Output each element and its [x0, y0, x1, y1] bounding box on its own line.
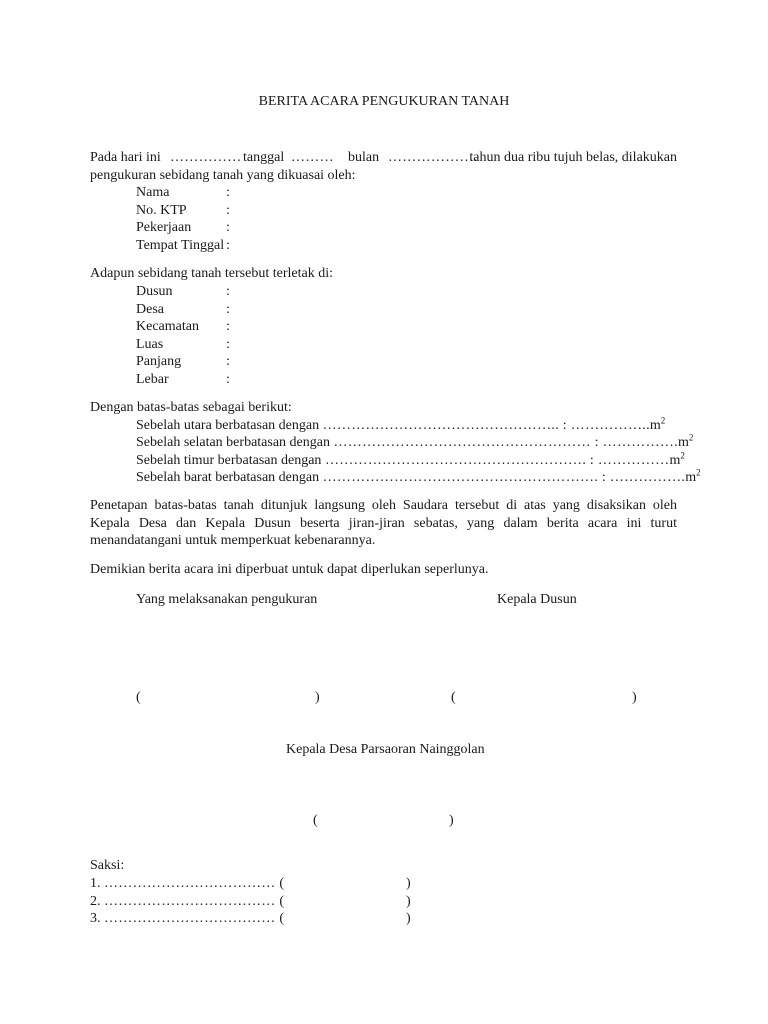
intro-text-e: tahun dua ribu tujuh belas, dilakukan — [469, 150, 677, 165]
border-dots: ………………………………………….. : …………….. — [322, 418, 650, 433]
location-field-kecamatan — [136, 318, 230, 336]
field-colon: : — [226, 354, 230, 369]
border-unit: m — [677, 435, 689, 450]
field-colon: : — [226, 372, 230, 387]
field-label: No. KTP — [136, 203, 187, 218]
location-field-lebar — [136, 371, 230, 389]
owner-field-nama — [136, 184, 230, 202]
intro-text-a: Pada hari ini — [90, 150, 161, 165]
witness-dots: ……………………………… ( — [104, 911, 285, 926]
borders-intro: Dengan batas-batas sebagai berikut: — [90, 400, 292, 415]
border-label: Sebelah timur berbatasan dengan — [136, 453, 322, 468]
border-south — [136, 434, 693, 452]
signature-bracket-close: ) — [449, 813, 454, 828]
witness-number: 3. — [90, 911, 101, 926]
field-label: Kecamatan — [136, 319, 199, 334]
document-title: BERITA ACARA PENGUKURAN TANAH — [258, 94, 510, 109]
intro-dots-date: ……… — [291, 150, 334, 165]
intro-dots-month: ………………. — [388, 150, 478, 165]
signature-title-surveyor: Yang melaksanakan pengukuran — [136, 592, 318, 607]
border-label: Sebelah utara berbatasan dengan — [136, 418, 320, 433]
field-colon: : — [226, 220, 230, 235]
border-dots: …………………………………………………. : ……………. — [322, 470, 686, 485]
border-unit-exponent: 2 — [688, 432, 694, 443]
signature-bracket-open: ( — [313, 813, 318, 828]
location-field-luas — [136, 336, 230, 354]
witness-close-bracket: ) — [406, 894, 411, 909]
field-label: Lebar — [136, 372, 169, 387]
owner-field-ktp — [136, 202, 230, 220]
field-label: Tempat Tinggal — [136, 238, 225, 253]
border-label: Sebelah barat berbatasan dengan — [136, 470, 320, 485]
field-colon: : — [226, 319, 230, 334]
field-colon: : — [226, 203, 230, 218]
border-east — [136, 452, 685, 470]
field-colon: : — [226, 284, 230, 299]
field-label: Luas — [136, 337, 164, 352]
border-dots: ……………………………………………… : ……………. — [333, 435, 678, 450]
field-colon: : — [226, 185, 230, 200]
signature-title-hamlet-head: Kepala Dusun — [497, 592, 577, 607]
witness-close-bracket: ) — [406, 911, 411, 926]
witness-line-3 — [90, 910, 420, 928]
border-dots: ………………………………………………. : …………… — [324, 453, 670, 468]
field-colon: : — [226, 337, 230, 352]
border-unit-exponent: 2 — [696, 467, 701, 478]
intro-line-2: pengukuran sebidang tanah yang dikuasai oleh: — [90, 168, 356, 183]
location-field-desa — [136, 301, 230, 319]
signature-bracket-open: ( — [451, 690, 456, 705]
paragraph-closing: Demikian berita acara ini diperbuat untuk dapat diperlukan seperlunya. — [90, 562, 489, 577]
signature-bracket-close: ) — [632, 690, 637, 705]
field-colon: : — [226, 302, 230, 317]
border-unit-exponent: 2 — [680, 450, 685, 461]
location-intro: Adapun sebidang tanah tersebut terletak di: — [90, 266, 333, 281]
border-unit: m — [669, 453, 681, 468]
border-label: Sebelah selatan berbatasan dengan — [136, 435, 330, 450]
witness-number: 2. — [90, 894, 101, 909]
location-field-dusun — [136, 283, 230, 301]
intro-text-b: tanggal — [243, 150, 285, 165]
border-unit: m — [685, 470, 697, 485]
field-label: Pekerjaan — [136, 220, 192, 235]
witness-line-2 — [90, 893, 420, 911]
field-label: Desa — [136, 302, 164, 317]
paragraph-boundary-statement: Penetapan batas-batas tanah ditunjuk langsung oleh Saudara tersebut di atas yang disaksikan oleh Kepala Desa dan Kepala Dusun beserta jiran-jiran sebatas, yang dalam berita acara ini turut menandatangani untuk memperkuat kebenarannya. — [90, 498, 677, 549]
border-unit-exponent: 2 — [660, 415, 666, 426]
location-field-panjang — [136, 353, 230, 371]
field-colon: : — [226, 238, 230, 253]
signature-bracket-close: ) — [315, 690, 320, 705]
field-label: Dusun — [136, 284, 173, 299]
signature-bracket-open: ( — [136, 690, 141, 705]
witness-close-bracket: ) — [406, 876, 411, 891]
field-label: Nama — [136, 185, 170, 200]
field-label: Panjang — [136, 354, 182, 369]
witness-dots: ……………………………… ( — [104, 894, 285, 909]
intro-dots-day: …………… — [170, 150, 242, 165]
border-north — [136, 417, 665, 435]
witness-dots: ……………………………… ( — [104, 876, 285, 891]
owner-field-tempat-tinggal — [136, 237, 230, 255]
intro-text-c: bulan — [348, 150, 380, 165]
witness-number: 1. — [90, 876, 101, 891]
border-west — [136, 469, 701, 487]
owner-field-pekerjaan — [136, 219, 230, 237]
witness-line-1 — [90, 875, 420, 893]
witnesses-label: Saksi: — [90, 858, 125, 873]
signature-title-village-head: Kepala Desa Parsaoran Nainggolan — [286, 742, 485, 757]
border-unit: m — [649, 418, 661, 433]
